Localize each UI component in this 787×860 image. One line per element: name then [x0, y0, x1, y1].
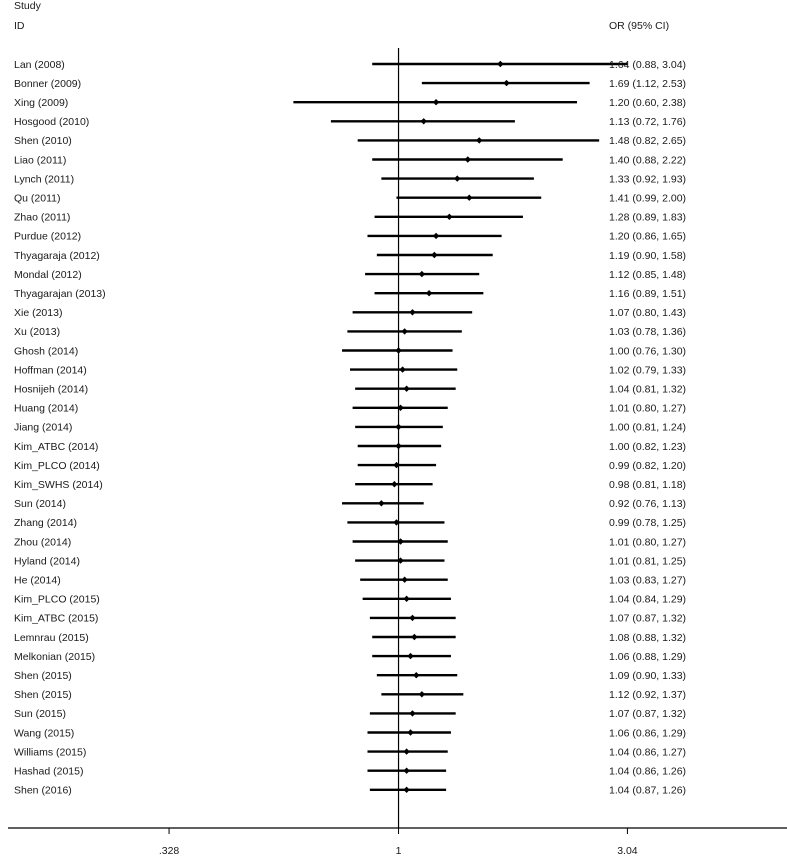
- point-estimate-marker: [433, 233, 439, 239]
- estimate-label: 1.04 (0.87, 1.26): [609, 784, 687, 797]
- point-estimate-marker: [431, 252, 437, 258]
- estimate-label: 1.16 (0.89, 1.51): [609, 288, 687, 300]
- study-label: Purdue (2012): [14, 230, 82, 243]
- study-label: Zhao (2011): [14, 211, 71, 224]
- estimate-label: 1.00 (0.82, 1.23): [609, 440, 687, 453]
- table-row: [14, 766, 686, 778]
- table-row: [14, 479, 686, 491]
- estimate-label: 1.07 (0.80, 1.43): [609, 307, 687, 320]
- estimate-label: 1.08 (0.88, 1.32): [609, 631, 687, 644]
- point-estimate-marker: [403, 748, 409, 754]
- study-label: Zhang (2014): [14, 517, 78, 530]
- point-estimate-marker: [466, 195, 472, 201]
- point-estimate-marker: [395, 424, 401, 430]
- study-label: Bonner (2009): [14, 77, 82, 90]
- table-row: [14, 231, 686, 243]
- x-tick-label: .328: [158, 845, 180, 857]
- study-label: Xu (2013): [14, 326, 61, 339]
- table-row: [14, 727, 686, 739]
- table-row: [14, 575, 686, 587]
- point-estimate-marker: [465, 156, 471, 162]
- table-row: [14, 517, 686, 529]
- study-label: Shen (2015): [14, 689, 72, 702]
- study-label: Hoffman (2014): [14, 364, 87, 377]
- estimate-label: 1.04 (0.86, 1.26): [609, 765, 687, 778]
- point-estimate-marker: [395, 347, 401, 353]
- study-label: Jiang (2014): [14, 421, 73, 434]
- estimate-label: 1.19 (0.90, 1.58): [609, 249, 687, 262]
- table-row: [14, 78, 686, 90]
- estimate-label: 0.99 (0.82, 1.20): [609, 459, 687, 472]
- table-row: [14, 154, 686, 166]
- study-label: He (2014): [14, 574, 61, 587]
- point-estimate-marker: [409, 615, 415, 621]
- study-label: Hosnijeh (2014): [14, 383, 89, 396]
- study-label: Kim_ATBC (2015): [14, 612, 99, 625]
- point-estimate-marker: [454, 175, 460, 181]
- estimate-label: 1.12 (0.85, 1.48): [609, 268, 687, 281]
- point-estimate-marker: [433, 99, 439, 105]
- table-row: [14, 555, 686, 567]
- study-label: Kim_PLCO (2015): [14, 593, 100, 606]
- table-row: [14, 632, 686, 644]
- estimate-label: 0.92 (0.76, 1.13): [609, 498, 687, 511]
- study-label: Shen (2016): [14, 784, 72, 797]
- point-estimate-marker: [409, 309, 415, 315]
- study-label: Huang (2014): [14, 402, 79, 415]
- study-label: Melkonian (2015): [14, 650, 96, 663]
- estimate-label: 1.48 (0.82, 2.65): [609, 135, 687, 148]
- estimate-label: 1.06 (0.86, 1.29): [609, 727, 687, 740]
- estimate-label: 1.28 (0.89, 1.83): [609, 211, 687, 224]
- study-label: Thyagaraja (2012): [14, 249, 100, 262]
- estimate-label: 1.40 (0.88, 2.22): [609, 154, 687, 167]
- table-row: [14, 364, 686, 376]
- study-label: Lynch (2011): [14, 173, 75, 186]
- point-estimate-marker: [391, 481, 397, 487]
- table-row: [14, 422, 686, 434]
- study-label: Kim_SWHS (2014): [14, 479, 103, 491]
- study-label: Xie (2013): [14, 307, 63, 320]
- estimate-label: 1.01 (0.80, 1.27): [609, 402, 687, 415]
- study-label: Hashad (2015): [14, 765, 84, 778]
- estimate-label: 1.02 (0.79, 1.33): [609, 364, 687, 377]
- table-row: [14, 193, 686, 205]
- study-label: Hyland (2014): [14, 555, 80, 568]
- estimate-label: 1.04 (0.81, 1.32): [609, 383, 687, 396]
- study-label: Lemnrau (2015): [14, 631, 89, 644]
- estimate-label: 1.01 (0.80, 1.27): [609, 536, 687, 549]
- study-label: Wang (2015): [14, 727, 75, 740]
- point-estimate-marker: [401, 328, 407, 334]
- table-row: [14, 613, 686, 625]
- point-estimate-marker: [403, 768, 409, 774]
- point-estimate-marker: [401, 577, 407, 583]
- study-label: Zhou (2014): [14, 536, 72, 549]
- estimate-label: 1.03 (0.83, 1.27): [609, 574, 687, 587]
- estimate-label: 1.03 (0.78, 1.36): [609, 326, 687, 339]
- table-row: [14, 403, 686, 415]
- study-label: Qu (2011): [14, 192, 61, 205]
- study-label: Shen (2010): [14, 135, 72, 148]
- table-row: [14, 59, 686, 71]
- estimate-label: 0.98 (0.81, 1.18): [609, 479, 687, 491]
- table-row: [14, 173, 686, 185]
- header-study: Study: [14, 0, 41, 12]
- study-rows: [14, 48, 686, 828]
- table-row: [14, 746, 686, 758]
- estimate-label: 1.04 (0.86, 1.27): [609, 746, 687, 759]
- x-axis: [8, 828, 787, 857]
- table-row: [14, 689, 686, 701]
- point-estimate-marker: [403, 596, 409, 602]
- estimate-label: 1.12 (0.92, 1.37): [609, 689, 687, 702]
- table-row: [14, 326, 686, 338]
- estimate-label: 1.07 (0.87, 1.32): [609, 612, 687, 625]
- estimate-label: 1.09 (0.90, 1.33): [609, 670, 687, 682]
- study-label: Lan (2008): [14, 58, 65, 71]
- study-label: Liao (2011): [14, 154, 67, 167]
- point-estimate-marker: [378, 500, 384, 506]
- table-row: [14, 670, 686, 682]
- point-estimate-marker: [419, 271, 425, 277]
- table-row: [14, 536, 686, 548]
- table-row: [14, 135, 686, 147]
- header-estimate: OR (95% CI): [609, 20, 670, 32]
- table-row: [14, 288, 686, 300]
- table-row: [14, 460, 686, 472]
- estimate-label: 1.20 (0.86, 1.65): [609, 230, 687, 243]
- point-estimate-marker: [403, 386, 409, 392]
- study-label: Kim_PLCO (2014): [14, 459, 100, 472]
- estimate-label: 1.41 (0.99, 2.00): [609, 192, 687, 205]
- point-estimate-marker: [446, 214, 452, 220]
- study-label: Thyagarajan (2013): [14, 288, 106, 300]
- study-label: Sun (2014): [14, 498, 66, 511]
- study-label: Shen (2015): [14, 670, 72, 682]
- point-estimate-marker: [407, 729, 413, 735]
- point-estimate-marker: [476, 137, 482, 143]
- estimate-label: 1.64 (0.88, 3.04): [609, 58, 687, 71]
- estimate-label: 1.69 (1.12, 2.53): [609, 77, 687, 90]
- estimate-label: 1.33 (0.92, 1.93): [609, 173, 687, 186]
- estimate-label: 1.06 (0.88, 1.29): [609, 650, 687, 663]
- point-estimate-marker: [419, 691, 425, 697]
- point-estimate-marker: [497, 61, 503, 67]
- x-tick-label: 1: [395, 845, 402, 857]
- table-row: [14, 307, 686, 319]
- estimate-label: 1.00 (0.76, 1.30): [609, 345, 687, 358]
- estimate-label: 1.13 (0.72, 1.76): [609, 116, 687, 129]
- table-row: [14, 708, 686, 720]
- point-estimate-marker: [420, 118, 426, 124]
- estimate-label: 1.07 (0.87, 1.32): [609, 708, 687, 721]
- point-estimate-marker: [403, 787, 409, 793]
- point-estimate-marker: [411, 634, 417, 640]
- table-row: [14, 97, 686, 109]
- study-label: Williams (2015): [14, 746, 87, 759]
- point-estimate-marker: [409, 710, 415, 716]
- table-row: [14, 785, 686, 797]
- study-label: Kim_ATBC (2014): [14, 440, 99, 453]
- point-estimate-marker: [413, 672, 419, 678]
- table-row: [14, 116, 686, 128]
- table-row: [14, 250, 686, 262]
- estimate-label: 1.04 (0.84, 1.29): [609, 593, 687, 606]
- study-label: Mondal (2012): [14, 268, 82, 281]
- point-estimate-marker: [503, 80, 509, 86]
- table-row: [14, 384, 686, 396]
- study-label: Xing (2009): [14, 97, 69, 109]
- table-row: [14, 441, 686, 453]
- table-row: [14, 594, 686, 606]
- table-row: [14, 345, 686, 357]
- estimate-label: 0.99 (0.78, 1.25): [609, 517, 687, 530]
- study-label: Hosgood (2010): [14, 116, 90, 129]
- table-row: [14, 269, 686, 281]
- estimate-label: 1.00 (0.81, 1.24): [609, 421, 687, 434]
- study-label: Ghosh (2014): [14, 345, 79, 358]
- estimate-label: 1.01 (0.81, 1.25): [609, 555, 687, 568]
- table-row: [14, 212, 686, 224]
- header-id: ID: [14, 20, 25, 32]
- point-estimate-marker: [395, 443, 401, 449]
- point-estimate-marker: [407, 653, 413, 659]
- estimate-label: 1.20 (0.60, 2.38): [609, 97, 687, 109]
- study-label: Sun (2015): [14, 708, 66, 721]
- point-estimate-marker: [399, 366, 405, 372]
- point-estimate-marker: [426, 290, 432, 296]
- table-row: [14, 498, 686, 510]
- x-tick-label: 3.04: [617, 845, 638, 857]
- table-row: [14, 651, 686, 663]
